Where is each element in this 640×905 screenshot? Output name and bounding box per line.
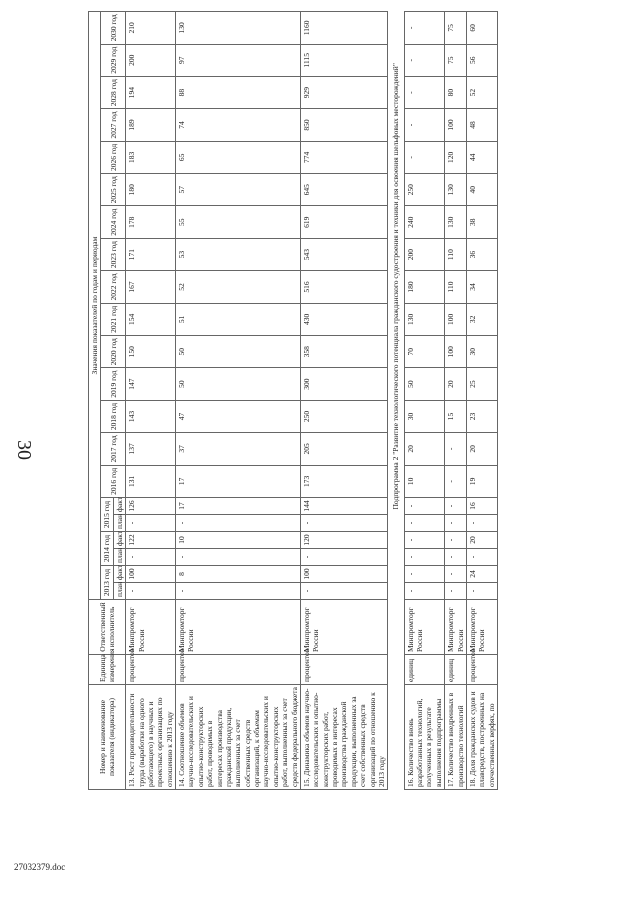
header-year: 2020 год — [101, 336, 126, 368]
value-cell: 173 — [300, 465, 387, 497]
header-fact: факт — [113, 532, 125, 549]
value-cell: 48 — [466, 109, 497, 141]
indicator-name — [300, 685, 387, 790]
unit-cell: единиц — [404, 655, 445, 685]
table-row — [300, 12, 387, 790]
unit-cell: процентов — [300, 655, 387, 685]
header-year: 2023 год — [101, 238, 126, 270]
executor-cell: Минпромторг России — [176, 600, 301, 655]
value-cell: - — [445, 433, 467, 465]
executor-cell: Минпромторг России — [466, 600, 497, 655]
value-cell: 47 — [176, 400, 301, 432]
unit-cell: процентов — [466, 655, 497, 685]
value-cell: - — [466, 583, 497, 600]
subprogram-title: Подпрограмма 2 "Развитие технологического потенциала гражданского судостроения и техники для освоения шельфовых месторождений" — [388, 12, 404, 790]
value-cell: 194 — [126, 76, 176, 108]
value-cell: 645 — [300, 174, 387, 206]
executor-cell: Минпромторг России — [445, 600, 467, 655]
header-unit: Единица измерения — [89, 655, 126, 685]
value-cell: 52 — [176, 271, 301, 303]
value-cell: 130 — [445, 206, 467, 238]
value-cell: 300 — [300, 368, 387, 400]
value-cell: 430 — [300, 303, 387, 335]
value-cell: - — [176, 549, 301, 566]
table-row — [466, 12, 497, 790]
value-cell: 250 — [404, 174, 445, 206]
value-cell: 619 — [300, 206, 387, 238]
value-cell: 929 — [300, 76, 387, 108]
value-cell: 34 — [466, 271, 497, 303]
indicator-name — [404, 685, 445, 790]
header-year: 2030 год — [101, 12, 126, 44]
value-cell: 100 — [445, 336, 467, 368]
value-cell: 65 — [176, 141, 301, 173]
header-year: 2019 год — [101, 368, 126, 400]
value-cell: - — [445, 498, 467, 515]
value-cell: - — [445, 515, 467, 532]
header-year: 2015 год — [101, 498, 113, 532]
indicator-text: Соотношение объемов научно-исследовательских и опытно-конструкторских работ, проводимых в интересах производства гражданской продукции, выполненных за счет собственных средств организаций, к объемам научно-исследовательских и опытно-конструкторских работ, выполненных за счет средств федерального бюджета — [177, 687, 299, 787]
value-cell: 144 — [300, 498, 387, 515]
value-cell: 19 — [466, 465, 497, 497]
unit-cell: процентов — [176, 655, 301, 685]
value-cell: - — [300, 515, 387, 532]
indicator-text: Количество вновь разработанных технологий, полученных в результате выполнения подпрограммы — [405, 698, 443, 787]
value-cell: 70 — [404, 336, 445, 368]
value-cell: 75 — [445, 44, 467, 76]
value-cell: - — [404, 566, 445, 583]
value-cell: - — [126, 515, 176, 532]
value-cell: - — [404, 109, 445, 141]
value-cell: 36 — [466, 238, 497, 270]
row-number: 17. — [446, 777, 456, 787]
executor-cell: Минпромторг России — [126, 600, 176, 655]
header-year: 2022 год — [101, 271, 126, 303]
indicator-text: Динамика объемов научно-исследовательских и опытно-конструкторских работ, проводимых в интересах производства гражданской продукции, выполненных за счет собственных средств организаций по отношению к 2013 году — [301, 688, 386, 787]
header-executor: Ответственный исполнитель — [89, 600, 126, 655]
value-cell: 10 — [176, 532, 301, 549]
value-cell: 110 — [445, 238, 467, 270]
value-cell: 850 — [300, 109, 387, 141]
header-year: 2024 год — [101, 206, 126, 238]
value-cell: - — [404, 583, 445, 600]
value-cell: 20 — [466, 532, 497, 549]
page-number: 30 — [13, 440, 35, 460]
value-cell: 10 — [404, 465, 445, 497]
header-year: 2017 год — [101, 433, 126, 465]
value-cell: - — [404, 549, 445, 566]
indicator-name — [445, 685, 467, 790]
value-cell: 358 — [300, 336, 387, 368]
value-cell: 100 — [445, 109, 467, 141]
value-cell: 97 — [176, 44, 301, 76]
unit-cell: единиц — [445, 655, 467, 685]
value-cell: 200 — [404, 238, 445, 270]
value-cell: 183 — [126, 141, 176, 173]
value-cell: 100 — [445, 303, 467, 335]
indicator-text: Количество внедренных в производство технологий — [446, 692, 465, 787]
unit-cell: процентов — [126, 655, 176, 685]
value-cell: 516 — [300, 271, 387, 303]
value-cell: 55 — [176, 206, 301, 238]
row-number: 18. — [467, 777, 477, 787]
value-cell: 74 — [176, 109, 301, 141]
value-cell: 147 — [126, 368, 176, 400]
indicator-name — [126, 685, 176, 790]
value-cell: 131 — [126, 465, 176, 497]
header-plan: план — [113, 515, 125, 532]
value-cell: 189 — [126, 109, 176, 141]
document-footer: 27032379.doc — [14, 862, 66, 872]
value-cell: 150 — [126, 336, 176, 368]
header-name: Номер и наименование показателя (индикатора) — [89, 685, 126, 790]
value-cell: 543 — [300, 238, 387, 270]
value-cell: 210 — [126, 12, 176, 44]
value-cell: 130 — [445, 174, 467, 206]
executor-cell: Минпромторг России — [404, 600, 445, 655]
value-cell: 110 — [445, 271, 467, 303]
value-cell: 32 — [466, 303, 497, 335]
value-cell: - — [126, 583, 176, 600]
header-year: 2014 год — [101, 532, 113, 566]
value-cell: 30 — [404, 400, 445, 432]
header-year: 2028 год — [101, 76, 126, 108]
value-cell: 154 — [126, 303, 176, 335]
value-cell: - — [176, 583, 301, 600]
value-cell: - — [404, 532, 445, 549]
value-cell: 200 — [126, 44, 176, 76]
value-cell: 56 — [466, 44, 497, 76]
value-cell: 20 — [445, 368, 467, 400]
value-cell: 137 — [126, 433, 176, 465]
value-cell: - — [404, 12, 445, 44]
indicator-text: Доля гражданских судов и плавсредств, построенных на отечественных верфях, по — [467, 691, 496, 787]
value-cell: 44 — [466, 141, 497, 173]
header-year: 2013 год — [101, 566, 113, 600]
value-cell: 130 — [404, 303, 445, 335]
header-year: 2021 год — [101, 303, 126, 335]
value-cell: 20 — [404, 433, 445, 465]
value-cell: - — [300, 583, 387, 600]
table-row — [404, 12, 445, 790]
value-cell: 25 — [466, 368, 497, 400]
value-cell: 51 — [176, 303, 301, 335]
value-cell: 240 — [404, 206, 445, 238]
value-cell: 178 — [126, 206, 176, 238]
row-number: 15. — [301, 777, 311, 787]
header-plan: план — [113, 549, 125, 566]
indicator-name — [176, 685, 301, 790]
value-cell: 38 — [466, 206, 497, 238]
value-cell: 143 — [126, 400, 176, 432]
value-cell: - — [445, 583, 467, 600]
value-cell: 167 — [126, 271, 176, 303]
value-cell: 1115 — [300, 44, 387, 76]
header-year: 2027 год — [101, 109, 126, 141]
value-cell: 50 — [176, 336, 301, 368]
header-values-by-year: Значения показателей по годам и периодам — [89, 12, 101, 600]
value-cell: 40 — [466, 174, 497, 206]
value-cell: 60 — [466, 12, 497, 44]
value-cell: 57 — [176, 174, 301, 206]
table-row — [126, 12, 176, 790]
value-cell: - — [466, 515, 497, 532]
value-cell: - — [404, 515, 445, 532]
value-cell: 52 — [466, 76, 497, 108]
value-cell: 8 — [176, 566, 301, 583]
value-cell: - — [466, 549, 497, 566]
value-cell: 1160 — [300, 12, 387, 44]
value-cell: - — [445, 549, 467, 566]
value-cell: - — [404, 44, 445, 76]
header-year: 2018 год — [101, 400, 126, 432]
value-cell: 15 — [445, 400, 467, 432]
value-cell: - — [404, 76, 445, 108]
value-cell: 50 — [404, 368, 445, 400]
value-cell: 774 — [300, 141, 387, 173]
value-cell: 100 — [300, 566, 387, 583]
value-cell: 53 — [176, 238, 301, 270]
header-year: 2016 год — [101, 465, 126, 497]
indicator-name — [466, 685, 497, 790]
rotated-table-container — [88, 14, 640, 790]
indicator-text: Рост производительности труда (выработки на одного работающего) в научных и проектных организациях по отношению к 2013 году — [127, 693, 174, 787]
value-cell: - — [126, 549, 176, 566]
row-number: 16. — [405, 777, 415, 787]
value-cell: - — [300, 549, 387, 566]
header-plan: план — [113, 583, 125, 600]
table-row — [176, 12, 301, 790]
value-cell: 37 — [176, 433, 301, 465]
value-cell: 250 — [300, 400, 387, 432]
header-fact: факт — [113, 498, 125, 515]
value-cell: 120 — [445, 141, 467, 173]
value-cell: 16 — [466, 498, 497, 515]
value-cell: 30 — [466, 336, 497, 368]
executor-cell: Минпромторг России — [300, 600, 387, 655]
table-row — [445, 12, 467, 790]
value-cell: 126 — [126, 498, 176, 515]
value-cell: 205 — [300, 433, 387, 465]
value-cell: 88 — [176, 76, 301, 108]
value-cell: 100 — [126, 566, 176, 583]
value-cell: 17 — [176, 498, 301, 515]
value-cell: 23 — [466, 400, 497, 432]
value-cell: - — [445, 532, 467, 549]
value-cell: - — [404, 498, 445, 515]
header-year: 2025 год — [101, 174, 126, 206]
value-cell: 180 — [404, 271, 445, 303]
header-year: 2029 год — [101, 44, 126, 76]
header-fact: факт — [113, 566, 125, 583]
value-cell: 17 — [176, 465, 301, 497]
value-cell: 20 — [466, 433, 497, 465]
value-cell: 75 — [445, 12, 467, 44]
value-cell: - — [445, 566, 467, 583]
value-cell: 180 — [126, 174, 176, 206]
row-number: 14. — [177, 777, 186, 787]
value-cell: - — [176, 515, 301, 532]
value-cell: 122 — [126, 532, 176, 549]
row-number: 13. — [127, 777, 137, 787]
value-cell: 50 — [176, 368, 301, 400]
value-cell: 171 — [126, 238, 176, 270]
value-cell: - — [445, 465, 467, 497]
indicators-table — [88, 11, 498, 790]
value-cell: 120 — [300, 532, 387, 549]
header-year: 2026 год — [101, 141, 126, 173]
value-cell: 80 — [445, 76, 467, 108]
value-cell: 130 — [176, 12, 301, 44]
value-cell: 24 — [466, 566, 497, 583]
value-cell: - — [404, 141, 445, 173]
